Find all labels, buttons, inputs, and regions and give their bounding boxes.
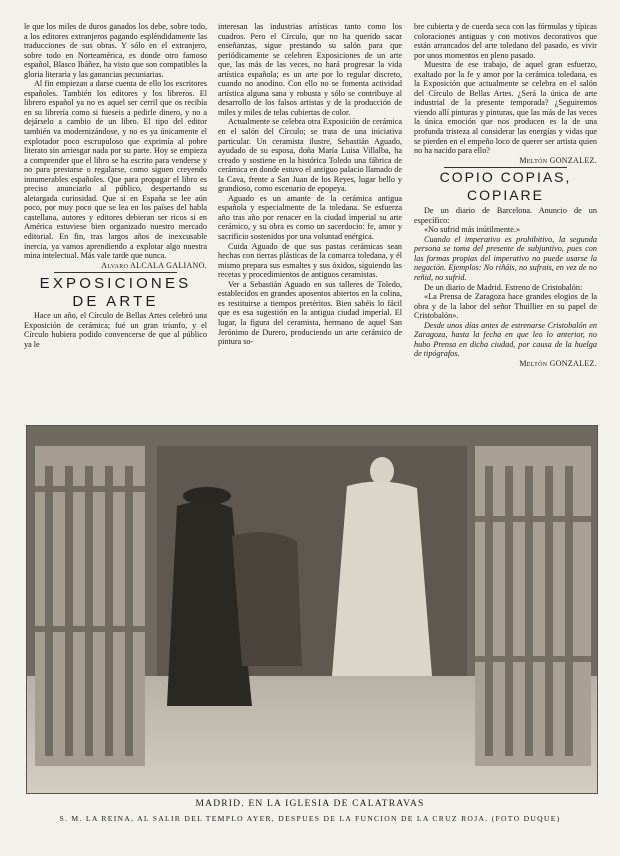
photo-caption-subtitle: S. M. LA REINA, AL SALIR DEL TEMPLO AYER, DESPUES DE LA FUNCION DE LA CRUZ ROJA. (FOTO DUQUE) <box>59 814 561 823</box>
divider <box>444 167 567 168</box>
article-paragraph: Hace un año, el Círculo de Bellas Artes celebró una Exposición de cerámica; fué un gran triunfo, y el Círculo hubiera podido convencerse de que al público ya le <box>24 311 207 349</box>
divider <box>54 272 177 273</box>
article-paragraph: Desde unos días antes de estrenarse Cristobalón en Zaragoza, hasta la fecha en que leo lo anterior, no hubo Prensa en dicha ciudad, por causa de la huelga de tipógrafos. <box>414 320 597 359</box>
article-paragraph: Al fin empiezan a darse cuenta de ello los escritores españoles. También los editores y los libreros. El librero español ya no es aquel ser cerril que os recibía en su librería como si fueseis a pedirle dinero, y no a dejárselo a cambio de un libro. El tipo del editor también va modernizándose, y no es ya únicamente el explotador poco escrupuloso que exprimía al pobre literato sin arriesgar nada por su parte. Hoy se empieza a comprender que el libro se ha escrito para venderse y no para prestarse o regalarse, como siguen creyendo innumerables españoles. Que para propagar el libro es preciso anunciarlo al público, despertando su aletargada curiosidad. Que si en España se lee aún poco, por muy poco que se lea en los países del habla castellana, autores y editores debieran ser ricos si en América estuviese bien organizado nuestro mercado editorial. En fin, tras largos años de inexcusable inercia, ya vamos aprendiendo a explotar algo nuestra mina intelectual. Más vale tarde que nunca. <box>24 79 207 261</box>
article-paragraph: Cuida Aguado de que sus pastas cerámicas sean hechas con tierras plásticas de la comarca toledana, y él mismo prepara sus esmaltes y sus óxidos, siguiendo las recetas y procedimientos de antiguos ceramistas. <box>218 241 402 280</box>
article-paragraph: Muestra de ese trabajo, de aquel gran esfuerzo, exaltado por la fe y amor por la cerámica toledana, es la Exposición que actualmente se celebra en el salón del Círculo de Bellas Artes. ¿Será la única de arte industrial de la presente temporada? ¿Seguiremos viendo allí pinturas y pinturas, que las más de las veces la única emoción que nos producen es la de una profunda tristeza al considerar las energías y vidas que se pierden en el empeño loco de querer ser artista quien no ha nacido para ello? <box>414 60 597 156</box>
section-headline: DE ARTE <box>72 293 159 311</box>
quoted-ad: «No sufrid más inútilmente.» <box>424 225 520 235</box>
article-paragraph: Aguado es un amante de la cerámica antigua española y especialmente de la toledana. Se esfuerza año tras año por renacer en la ciudad imperial su arte cerámico, y su obra es como un sacerdocio: fe, amor y sacrificio sostenidos por una voluntad enérgica. <box>218 193 402 242</box>
figure-white-robe <box>332 481 432 676</box>
column-right <box>414 22 597 369</box>
news-photograph <box>26 425 598 794</box>
article-paragraph: Ver a Sebastián Aguado en sus talleres de Toledo, establecidos en grandes aposentos abiertos en la colina, es restituirse a tiempos pretéritos. Bien sabéis lo fácil que es esa sugestión en la antigua ciudad imperial. El lugar, la figura del ceramista, hermano de aquel San Jerónimo de Durero, produciendo un arte cerámico de pintura so- <box>218 279 402 347</box>
column-left <box>24 22 207 349</box>
photo-caption-title: MADRID. EN LA IGLESIA DE CALATRAVAS <box>195 799 425 809</box>
church-scene-illustration <box>27 426 597 793</box>
section-headline: COPIARE <box>466 187 544 204</box>
article-paragraph: Actualmente se celebra otra Exposición de cerámica en el salón del Círculo; se trata de una iniciativa particular. Un ceramista ilustre, Sebastián Aguado, ayudado de su esposa, doña María Luisa Villalba, ha creado y sostiene en la histórica Toledo una fábrica de cerámica en donde estuvo el antiguo palacio llamado de la Cava, frente a San Juan de los Reyes, lugar bello y grandioso, como escenario de epopeya. <box>218 117 402 194</box>
section-headline: COPIO COPIAS, <box>439 169 572 186</box>
author-signature: Meltón GONZALEZ. <box>519 155 597 165</box>
quoted-text: «La Prensa de Zaragoza hace grandes elogios de la obra y de la labor del señor Thuillier en su papel de Cristobalón». <box>414 292 597 321</box>
figure-standing <box>232 532 302 666</box>
article-paragraph: bre cubierta y de cuerda seca con las fórmulas y típicas coloraciones antiguas y con motivos decorativos que están arrancados del arte toledano del pasado, es vivir por unos momentos en pleno pasado. <box>414 22 597 60</box>
article-paragraph: interesan las industrias artísticas tanto como los cuadros. Pero el Círculo, que no ha querido sacar enseñanzas, sigue prestando su salón para que periódicamente se celebren Exposiciones de un arte que, las más de las veces, no hará progresar la vida artística española; es un arte por lo regular discreto, cuando no anodino. Con ello no se fomenta actividad artística alguna sana y robusta y sólo se contribuye al desarrollo de los falsos artistas y de la producción de miles y miles de telas cubiertas de color. <box>218 22 402 117</box>
article-paragraph: De un diario de Madrid. Estreno de Cristobalón: <box>424 282 583 292</box>
section-headline: EXPOSICIONES <box>39 275 192 293</box>
author-signature: Meltón GONZALEZ. <box>519 358 597 368</box>
author-signature: Alvaro ALCALA GALIANO. <box>101 260 207 270</box>
column-middle <box>218 22 402 347</box>
article-paragraph: Cuando el imperativo es prohibitivo, la segunda persona se toma del presente de subjuntivo, pues con las formas propias del imperativo no puede usarse la negación. Ejemplos: No riñáis, no sufrais, en vez de no reñid, no sufrid. <box>414 234 597 283</box>
article-paragraph: le que los miles de duros ganados los debe, sobre todo, a los editores extranjeros pagando espléndidamente las traducciones de sus obras. Y sólo en el extranjero, sobre todo en Norteamérica, es donde otro famoso español, Blasco Ibáñez, ha visto que son compatibles la gloria literaria y las ganancias pecuniarias. <box>24 22 207 79</box>
article-paragraph: De un diario de Barcelona. Anuncio de un específico: <box>414 206 597 225</box>
